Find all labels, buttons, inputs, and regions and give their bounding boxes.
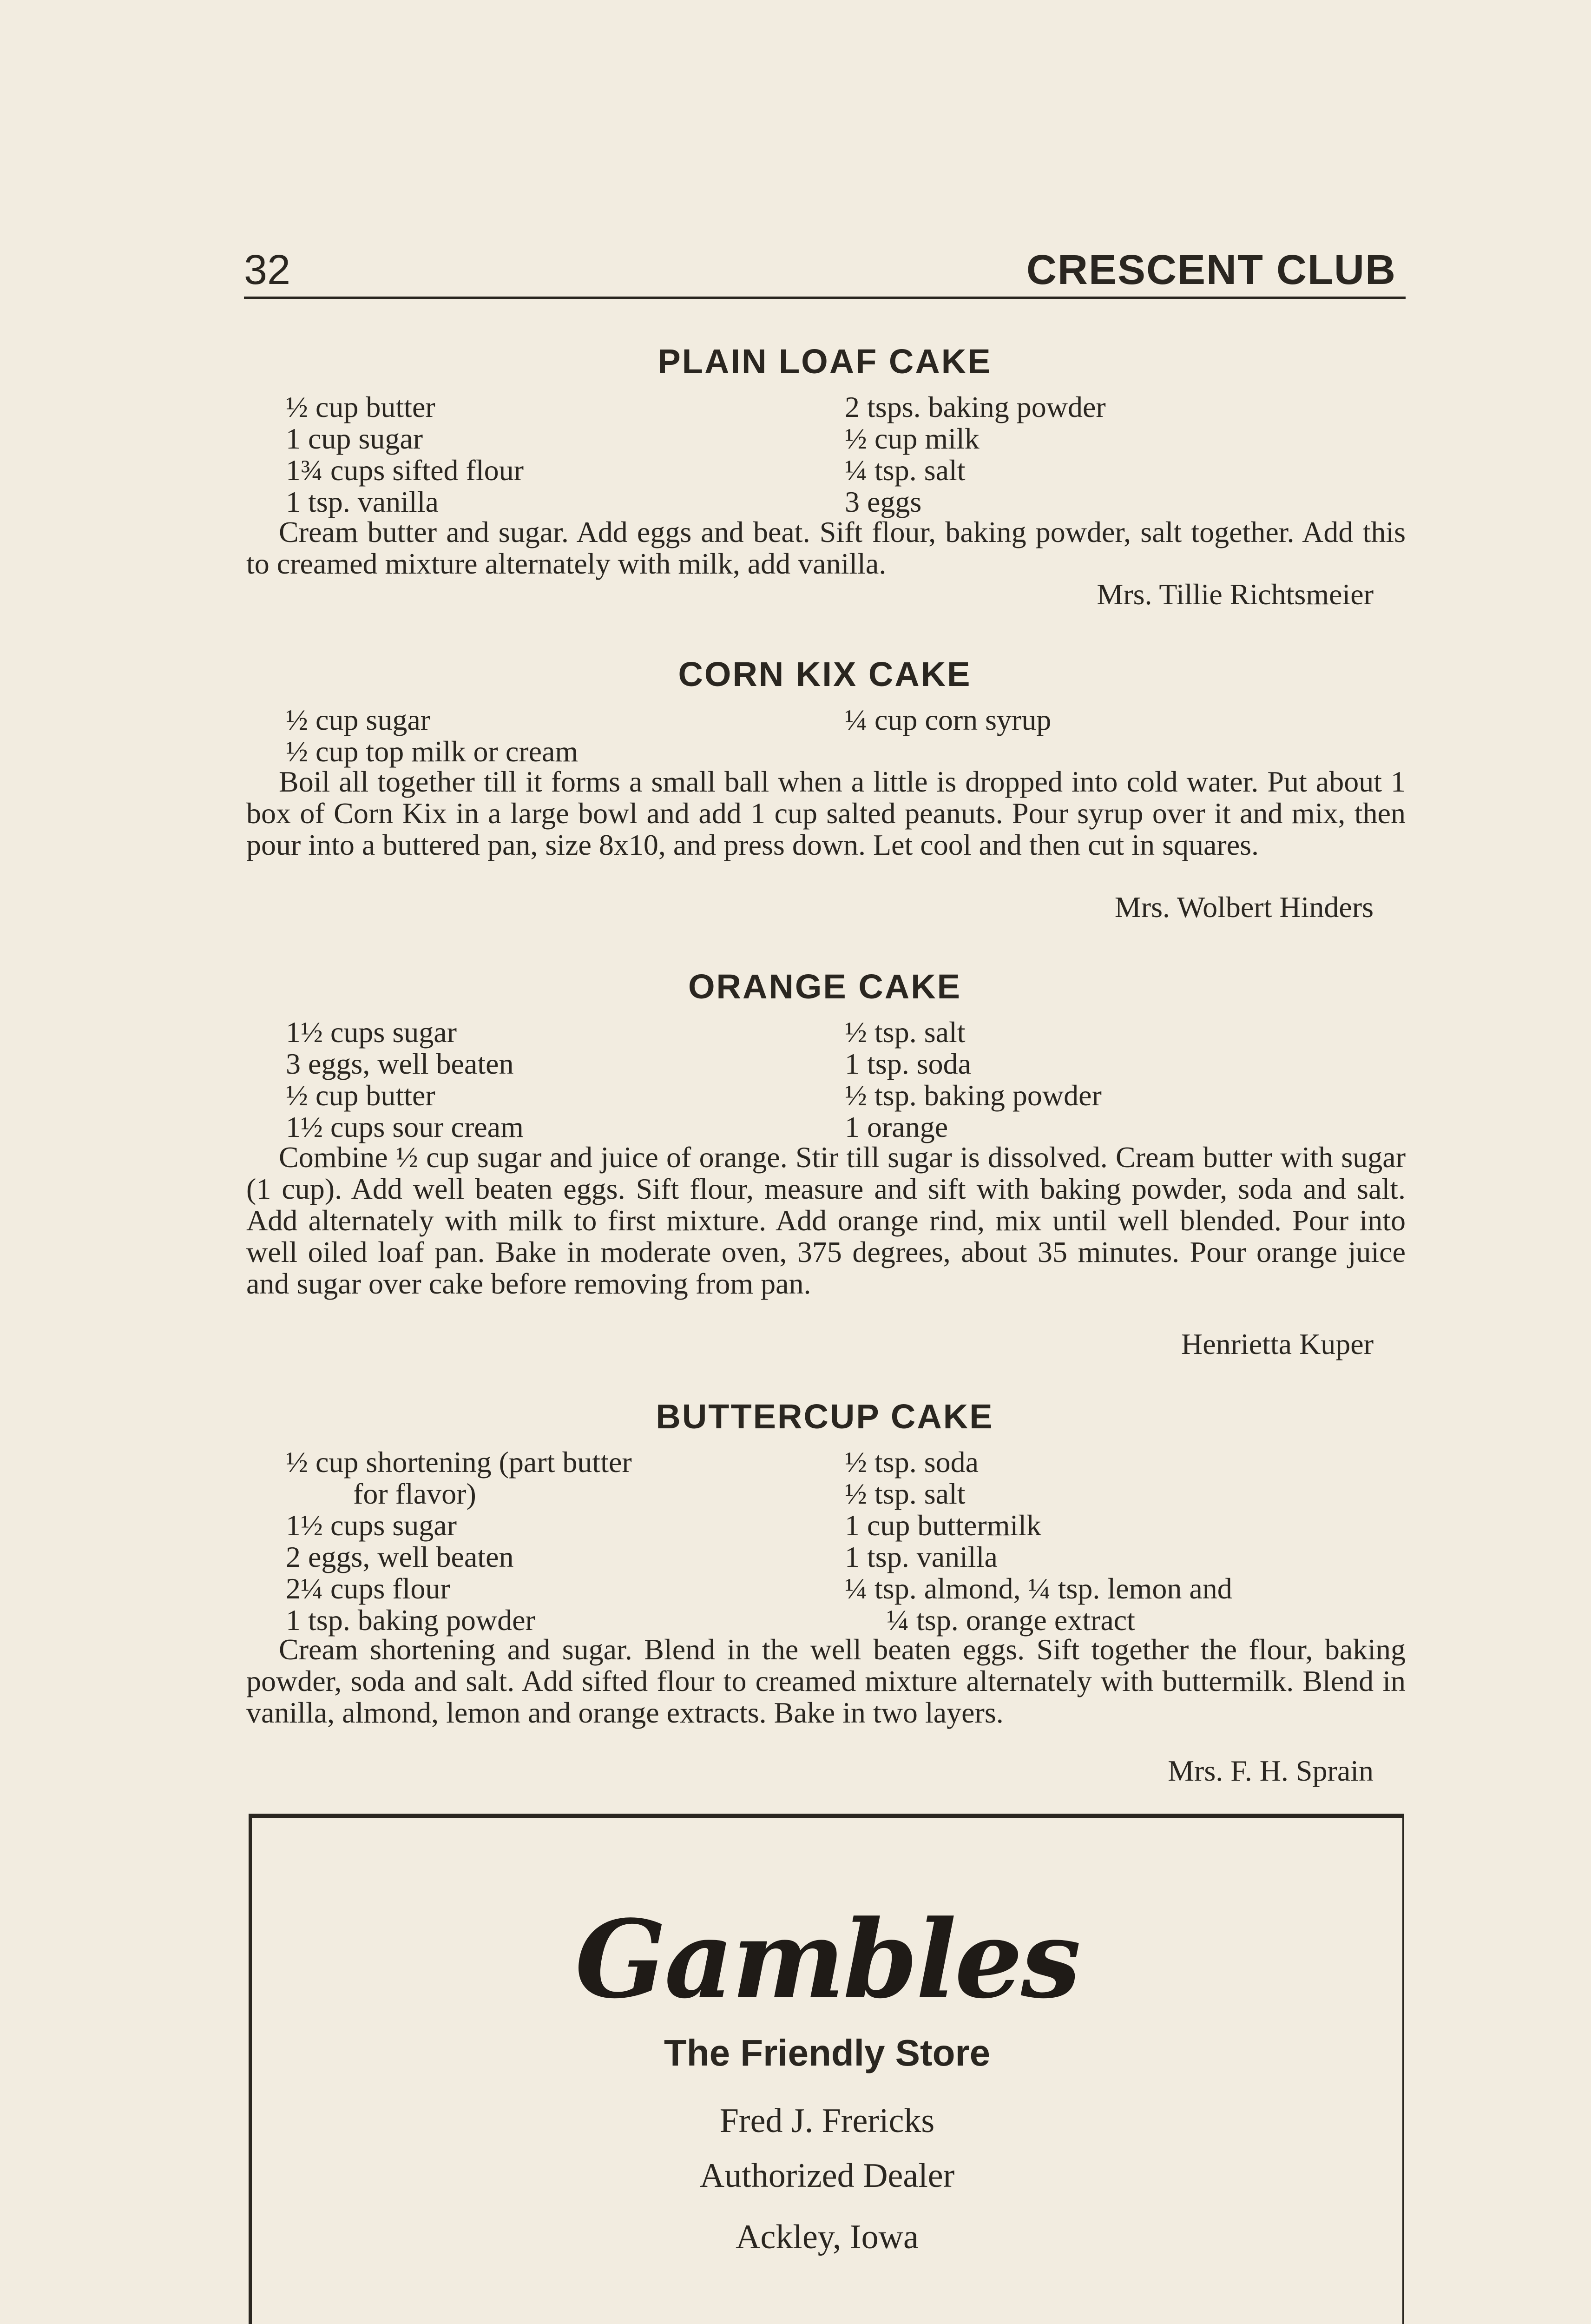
ad-dealer-title: Authorized Dealer xyxy=(699,2157,955,2195)
ingredient: 3 eggs, well beaten xyxy=(286,1047,514,1080)
contributor-buttercup-cake: Mrs. F. H. Sprain xyxy=(1168,1754,1374,1787)
ingredient: ½ tsp. salt xyxy=(845,1016,966,1049)
ingredients-left-buttercup-cake xyxy=(286,1446,632,1636)
ingredient: ¼ tsp. almond, ¼ tsp. lemon and xyxy=(845,1572,1232,1605)
ingredient: ½ cup sugar xyxy=(286,703,431,736)
ingredient: ½ cup butter xyxy=(286,390,435,423)
instructions-text: Cream butter and sugar. Add eggs and beat. Sift flour, baking powder, salt together. Add this to creamed mixture alternately with milk, add vanilla. xyxy=(246,515,1406,580)
ingredient: 2 eggs, well beaten xyxy=(286,1540,514,1573)
ingredient: ½ cup top milk or cream xyxy=(286,735,579,768)
ingredient: 1 cup buttermilk xyxy=(845,1509,1042,1542)
advertisement-box xyxy=(249,1814,1404,2324)
ingredient: ½ tsp. soda xyxy=(845,1446,979,1479)
ingredients-right-corn-kix-cake xyxy=(845,704,1051,736)
ingredient: ½ cup shortening (part butter xyxy=(286,1446,632,1479)
ad-location: Ackley, Iowa xyxy=(736,2218,919,2256)
instructions-text: Cream shortening and sugar. Blend in the well beaten eggs. Sift together the flour, baking powder, soda and salt. Add sifted flour to creamed mixture alternately with buttermilk. Blend in vanilla, almond, lemon and orange extracts. Bake in two layers. xyxy=(246,1633,1406,1729)
ingredient: 1¾ cups sifted flour xyxy=(286,454,524,487)
ingredient: 1½ cups sugar xyxy=(286,1016,457,1049)
ingredients-left-orange-cake xyxy=(286,1017,524,1143)
running-title: CRESCENT CLUB xyxy=(1026,247,1396,293)
ingredients-left-plain-loaf-cake xyxy=(286,391,524,518)
ingredient: 1 tsp. soda xyxy=(845,1047,971,1080)
contributor-plain-loaf-cake: Mrs. Tillie Richtsmeier xyxy=(1097,578,1374,611)
ingredient: 1 tsp. vanilla xyxy=(286,485,439,518)
ingredient: 2 tsps. baking powder xyxy=(845,390,1106,423)
ingredient: 1 tsp. baking powder xyxy=(286,1604,535,1637)
recipe-title-orange-cake: ORANGE CAKE xyxy=(688,967,962,1006)
ingredient: ½ tsp. baking powder xyxy=(845,1079,1102,1112)
ingredient: 1½ cups sour cream xyxy=(286,1110,524,1143)
recipe-title-plain-loaf-cake: PLAIN LOAF CAKE xyxy=(657,342,992,381)
ad-tagline: The Friendly Store xyxy=(664,2032,991,2073)
ad-dealer-name: Fred J. Frericks xyxy=(719,2102,935,2140)
page-header xyxy=(244,246,1406,299)
ingredient: for flavor) xyxy=(353,1477,476,1510)
ingredients-right-orange-cake xyxy=(845,1017,1102,1143)
ingredient: ½ cup butter xyxy=(286,1079,435,1112)
ingredients-right-buttercup-cake xyxy=(845,1446,1232,1636)
ingredient: 1½ cups sugar xyxy=(286,1509,457,1542)
recipe-title-corn-kix-cake: CORN KIX CAKE xyxy=(678,655,972,693)
ingredient: 3 eggs xyxy=(845,485,922,518)
ingredient: 1 orange xyxy=(845,1110,948,1143)
instructions-orange-cake xyxy=(246,1142,1406,1300)
ingredient: ½ tsp. salt xyxy=(845,1477,966,1510)
ingredients-right-plain-loaf-cake xyxy=(845,391,1106,518)
ingredient: 2¼ cups flour xyxy=(286,1572,450,1605)
ingredient: ¼ cup corn syrup xyxy=(845,703,1052,736)
instructions-text: Boil all together till it forms a small ball when a little is dropped into cold water. Put about 1 box of Corn Kix in a large bowl and add 1 cup salted peanuts. Pour syrup over it and mix, then pour into a buttered pan, size 8x10, and press down. Let cool and then cut in squares. xyxy=(246,765,1406,861)
ingredient: ½ cup milk xyxy=(845,422,980,455)
page-number: 32 xyxy=(244,247,291,293)
recipe-title-buttercup-cake: BUTTERCUP CAKE xyxy=(656,1397,994,1436)
instructions-plain-loaf-cake xyxy=(246,516,1406,580)
ingredient: 1 tsp. vanilla xyxy=(845,1540,998,1573)
instructions-text: Combine ½ cup sugar and juice of orange. Stir till sugar is dissolved. Cream butter with sugar (1 cup). Add well beaten eggs. Sift flour, measure and sift with baking powder, soda and salt. Add alternately with milk to first mixture. Add orange rind, mix until well blended. Pour into well oiled loaf pan. Bake in moderate oven, 375 degrees, about 35 minutes. Pour orange juice and sugar over cake before removing from pan. xyxy=(246,1141,1406,1300)
contributor-orange-cake: Henrietta Kuper xyxy=(1181,1327,1374,1360)
ingredient: ¼ tsp. salt xyxy=(845,454,966,487)
instructions-corn-kix-cake xyxy=(246,766,1406,861)
ingredients-left-corn-kix-cake xyxy=(286,704,578,767)
gambles-logo: Gambles xyxy=(575,1897,1079,2022)
ingredient: ¼ tsp. orange extract xyxy=(887,1604,1135,1637)
contributor-corn-kix-cake: Mrs. Wolbert Hinders xyxy=(1114,891,1374,924)
ingredient: 1 cup sugar xyxy=(286,422,423,455)
instructions-buttercup-cake xyxy=(246,1634,1406,1729)
